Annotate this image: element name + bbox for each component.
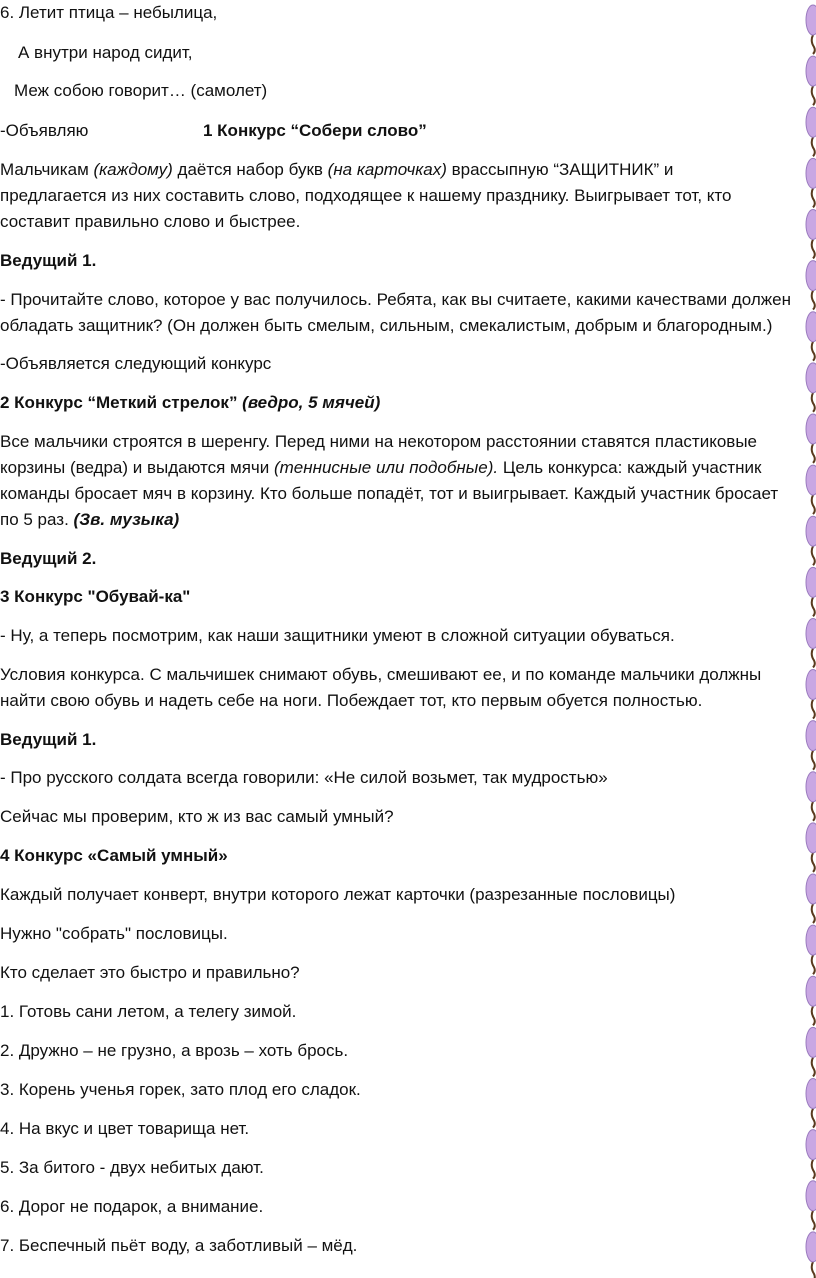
balloon-icon (806, 516, 816, 565)
contest4-line-2: Нужно "собрать" пословицы. (0, 924, 228, 943)
host-label: Ведущий 1. (0, 730, 97, 749)
host3-line-1: - Про русского солдата всегда говорили: «Не силой возьмет, так мудростью» (0, 768, 608, 787)
proverb-item: 3. Корень ученья горек, зато плод его сладок. (0, 1080, 361, 1099)
contest3-line-3: найти свою обувь и надеть себе на ноги. Побеждает тот, кто первым обуется полностью. (0, 691, 703, 710)
balloon-icon (806, 363, 816, 412)
balloon-border (804, 0, 816, 1278)
announce-text: -Объявляю (0, 121, 89, 140)
host-label: Ведущий 1. (0, 251, 97, 270)
host3-line-2: Сейчас мы проверим, кто ж из вас самый умный? (0, 807, 394, 826)
contest2-line-2: корзины (ведра) и выдаются мячи (теннисные или подобные). Цель конкурса: каждый участник (0, 458, 762, 477)
host-label: Ведущий 2. (0, 549, 97, 568)
balloon-icon (806, 158, 816, 207)
balloon-icon (806, 976, 816, 1025)
balloon-icon (806, 209, 816, 258)
contest2-line-4: по 5 раз. (Зв. музыка) (0, 510, 180, 529)
balloon-icon (806, 721, 816, 770)
balloon-icon (806, 772, 816, 821)
contest4-line-1: Каждый получает конверт, внутри которого лежат карточки (разрезанные пословицы) (0, 885, 676, 904)
riddle-line-2: А внутри народ сидит, (18, 43, 193, 62)
proverb-item: 5. За битого - двух небитых дают. (0, 1158, 264, 1177)
contest4-line-3: Кто сделает это быстро и правильно? (0, 963, 300, 982)
balloon-icon (806, 261, 816, 310)
contest3-line-1: - Ну, а теперь посмотрим, как наши защитники умеют в сложной ситуации обуваться. (0, 626, 675, 645)
balloon-icon (806, 1130, 816, 1179)
contest1-paragraph-line-1: Мальчикам (каждому) даётся набор букв (на карточках) врассыпную “ЗАЩИТНИК” и (0, 160, 674, 179)
balloon-icon (806, 874, 816, 923)
contest1-title: 1 Конкурс “Собери слово” (203, 121, 427, 140)
riddle-line-3: Меж собою говорит… (самолет) (14, 81, 268, 100)
balloon-icon (806, 925, 816, 974)
contest1-paragraph-line-3: составит правильно слово и быстрее. (0, 212, 301, 231)
host1-question-line-1: - Прочитайте слово, которое у вас получилось. Ребята, как вы считаете, какими качествами должен (0, 290, 791, 309)
balloon-icon (806, 1027, 816, 1076)
balloon-icon (806, 414, 816, 463)
riddle-line-1: 6. Летит птица – небылица, (0, 3, 218, 22)
contest2-line-3: команды бросает мяч в корзину. Кто больше попадёт, тот и выигрывает. Каждый участник бросает (0, 484, 779, 503)
proverb-item: 6. Дорог не подарок, а внимание. (0, 1197, 264, 1216)
proverb-item: 7. Беспечный пьёт воду, а заботливый – мёд. (0, 1236, 358, 1255)
balloon-icon (806, 56, 816, 105)
balloon-icon (806, 1232, 816, 1278)
contest4-title: 4 Конкурс «Самый умный» (0, 846, 228, 865)
proverb-item: 4. На вкус и цвет товарища нет. (0, 1119, 250, 1138)
balloon-icon (806, 823, 816, 872)
contest3-title: 3 Конкурс "Обувай-ка" (0, 587, 191, 606)
balloon-icon (806, 618, 816, 667)
balloon-icon (806, 465, 816, 514)
balloon-icon (806, 567, 816, 616)
contest2-heading: 2 Конкурс “Меткий стрелок” (ведро, 5 мячей) (0, 393, 381, 412)
proverb-item: 2. Дружно – не грузно, а врозь – хоть брось. (0, 1041, 349, 1060)
balloon-icon (806, 1181, 816, 1230)
host1-question-line-2: обладать защитник? (Он должен быть смелым, сильным, смекалистым, добрым и благородным.) (0, 316, 773, 335)
contest3-line-2: Условия конкурса. С мальчишек снимают обувь, смешивают ее, и по команде мальчики должны (0, 665, 762, 684)
balloon-icon (806, 107, 816, 156)
next-contest-text: -Объявляется следующий конкурс (0, 354, 272, 373)
balloon-icon (806, 312, 816, 361)
proverb-item: 1. Готовь сани летом, а телегу зимой. (0, 1002, 297, 1021)
balloon-icon (806, 1079, 816, 1128)
contest2-line-1: Все мальчики строятся в шеренгу. Перед ними на некотором расстоянии ставятся пластиковые (0, 432, 757, 451)
contest1-paragraph-line-2: предлагается из них составить слово, подходящее к нашему празднику. Выигрывает тот, кто (0, 186, 732, 205)
balloon-icon (806, 670, 816, 719)
balloon-icon (806, 5, 816, 54)
